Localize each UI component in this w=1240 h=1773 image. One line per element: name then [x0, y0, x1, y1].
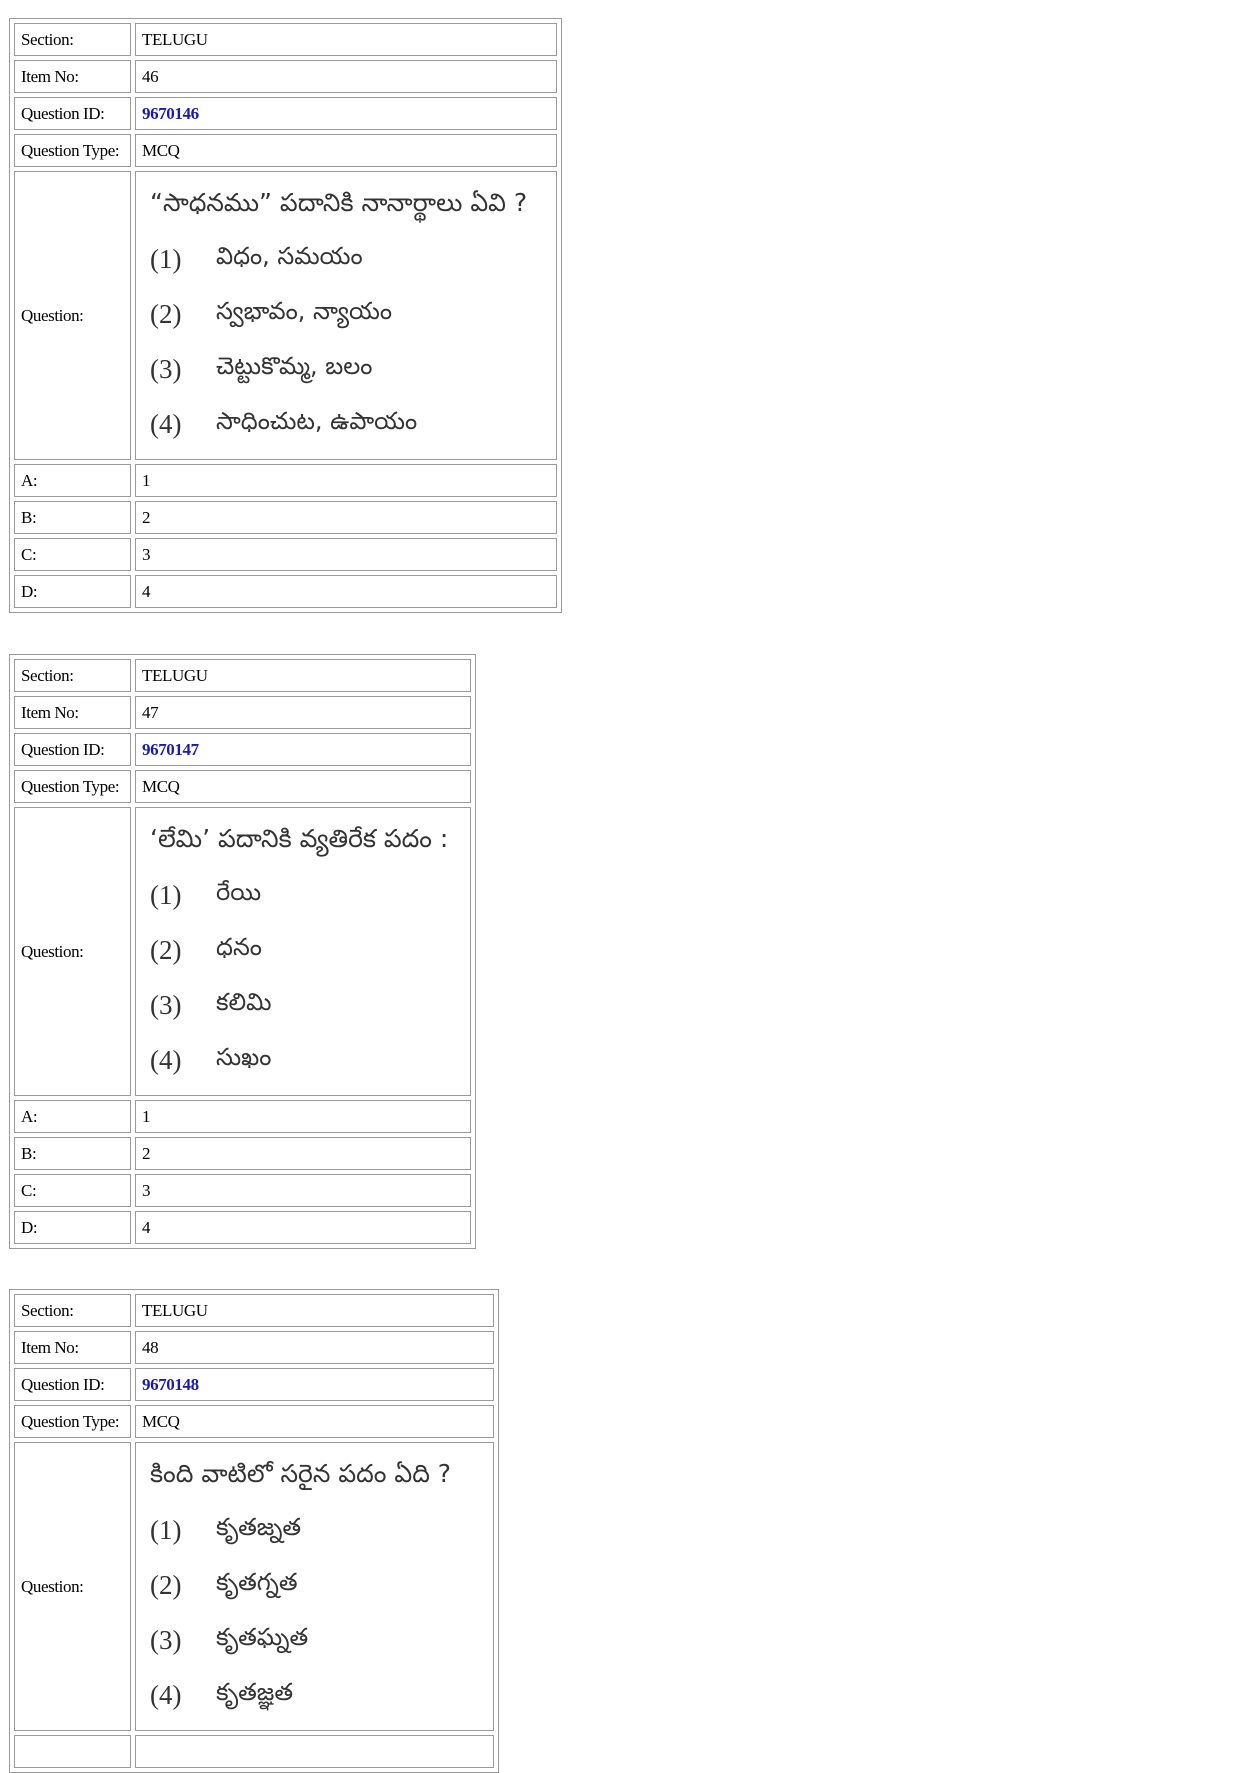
- question-id-value: 9670148: [135, 1368, 494, 1401]
- question-id-label: Question ID:: [14, 1368, 131, 1401]
- question-id-row: [14, 733, 471, 766]
- answer-b-row: [14, 1137, 471, 1170]
- answer-a-label: A:: [14, 464, 131, 497]
- question-id-value: 9670146: [135, 97, 557, 130]
- question-label: Question:: [14, 171, 131, 460]
- question-row: [14, 807, 471, 1096]
- option-1: [150, 868, 460, 923]
- question-table-46: [9, 18, 562, 613]
- answer-a-row: [14, 1100, 471, 1133]
- section-row: [14, 1294, 494, 1327]
- answer-a-label-partial: [14, 1735, 131, 1768]
- answer-c-row: [14, 538, 557, 571]
- question-text: “సాధనము” పదానికి నానార్థాలు ఏవి ?: [150, 187, 528, 217]
- question-type-row: [14, 770, 471, 803]
- item-no-value: 46: [135, 60, 557, 93]
- question-id-label: Question ID:: [14, 97, 131, 130]
- option-text: చెట్టుకొమ్మ, బలం: [216, 352, 373, 380]
- option-1: [150, 232, 546, 287]
- question-label: Question:: [14, 807, 131, 1096]
- option-number: (1): [150, 243, 182, 274]
- option-number: (2): [150, 934, 182, 965]
- option-number: (2): [150, 298, 182, 329]
- question-type-row: [14, 134, 557, 167]
- item-no-label: Item No:: [14, 696, 131, 729]
- item-no-row: [14, 1331, 494, 1364]
- option-number: (1): [150, 1514, 182, 1545]
- question-text: కింది వాటిలో సరైన పదం ఏది ?: [150, 1458, 452, 1488]
- answer-a-label: A:: [14, 1100, 131, 1133]
- answer-c-value: 3: [135, 1174, 471, 1207]
- option-2: [150, 287, 546, 342]
- option-text: సుఖం: [216, 1043, 272, 1071]
- question-type-row: [14, 1405, 494, 1438]
- option-text: కృతజ్ఞత: [216, 1678, 294, 1706]
- option-text: విధం, సమయం: [216, 242, 363, 270]
- section-label: Section:: [14, 23, 131, 56]
- answer-a-value-partial: [135, 1735, 494, 1768]
- item-no-label: Item No:: [14, 60, 131, 93]
- question-row: [14, 1442, 494, 1731]
- option-3: [150, 978, 460, 1033]
- question-type-label: Question Type:: [14, 1405, 131, 1438]
- option-text: సాధించుట, ఉపాయం: [216, 407, 418, 435]
- option-text: కృతఘ్నత: [216, 1623, 309, 1651]
- answer-b-value: 2: [135, 1137, 471, 1170]
- option-2: [150, 923, 460, 978]
- answer-c-value: 3: [135, 538, 557, 571]
- answer-b-label: B:: [14, 1137, 131, 1170]
- option-number: (4): [150, 1679, 182, 1710]
- answer-d-row: [14, 575, 557, 608]
- option-number: (3): [150, 1624, 182, 1655]
- section-value: TELUGU: [135, 23, 557, 56]
- option-text: స్వభావం, న్యాయం: [216, 297, 393, 325]
- option-3: [150, 342, 546, 397]
- option-1: [150, 1503, 483, 1558]
- item-no-value: 47: [135, 696, 471, 729]
- question-content: [135, 1442, 494, 1731]
- question-row: [14, 171, 557, 460]
- question-type-value: MCQ: [135, 1405, 494, 1438]
- question-id-value: 9670147: [135, 733, 471, 766]
- answer-c-label: C:: [14, 538, 131, 571]
- item-no-row: [14, 696, 471, 729]
- item-no-label: Item No:: [14, 1331, 131, 1364]
- option-4: [150, 1033, 460, 1088]
- question-id-label: Question ID:: [14, 733, 131, 766]
- answer-a-row-partial: [14, 1735, 494, 1768]
- option-number: (4): [150, 408, 182, 439]
- option-2: [150, 1558, 483, 1613]
- question-content: [135, 171, 557, 460]
- answer-b-value: 2: [135, 501, 557, 534]
- question-id-row: [14, 1368, 494, 1401]
- option-text: రేయి: [216, 878, 262, 906]
- answer-a-row: [14, 464, 557, 497]
- answer-b-row: [14, 501, 557, 534]
- answer-d-value: 4: [135, 575, 557, 608]
- option-number: (1): [150, 879, 182, 910]
- item-no-row: [14, 60, 557, 93]
- option-4: [150, 397, 546, 452]
- answer-a-value: 1: [135, 1100, 471, 1133]
- answer-d-label: D:: [14, 575, 131, 608]
- option-text: ధనం: [216, 933, 262, 961]
- answer-c-label: C:: [14, 1174, 131, 1207]
- question-type-value: MCQ: [135, 770, 471, 803]
- question-label: Question:: [14, 1442, 131, 1731]
- answer-d-value: 4: [135, 1211, 471, 1244]
- question-type-value: MCQ: [135, 134, 557, 167]
- question-table-48: [9, 1289, 499, 1773]
- option-3: [150, 1613, 483, 1668]
- question-content: [135, 807, 471, 1096]
- item-no-value: 48: [135, 1331, 494, 1364]
- option-text: కలిమి: [216, 988, 272, 1016]
- section-value: TELUGU: [135, 1294, 494, 1327]
- question-type-label: Question Type:: [14, 770, 131, 803]
- section-label: Section:: [14, 659, 131, 692]
- option-number: (4): [150, 1044, 182, 1075]
- section-label: Section:: [14, 1294, 131, 1327]
- option-number: (3): [150, 989, 182, 1020]
- answer-d-row: [14, 1211, 471, 1244]
- section-row: [14, 659, 471, 692]
- option-number: (3): [150, 353, 182, 384]
- section-row: [14, 23, 557, 56]
- question-text: ‘లేమి’ పదానికి వ్యతిరేక పదం :: [150, 823, 449, 853]
- answer-b-label: B:: [14, 501, 131, 534]
- answer-d-label: D:: [14, 1211, 131, 1244]
- option-text: కృతగ్నత: [216, 1568, 298, 1596]
- option-4: [150, 1668, 483, 1723]
- question-type-label: Question Type:: [14, 134, 131, 167]
- option-number: (2): [150, 1569, 182, 1600]
- question-id-row: [14, 97, 557, 130]
- option-text: కృతజ్నత: [216, 1513, 302, 1541]
- answer-a-value: 1: [135, 464, 557, 497]
- answer-c-row: [14, 1174, 471, 1207]
- question-table-47: [9, 654, 476, 1249]
- section-value: TELUGU: [135, 659, 471, 692]
